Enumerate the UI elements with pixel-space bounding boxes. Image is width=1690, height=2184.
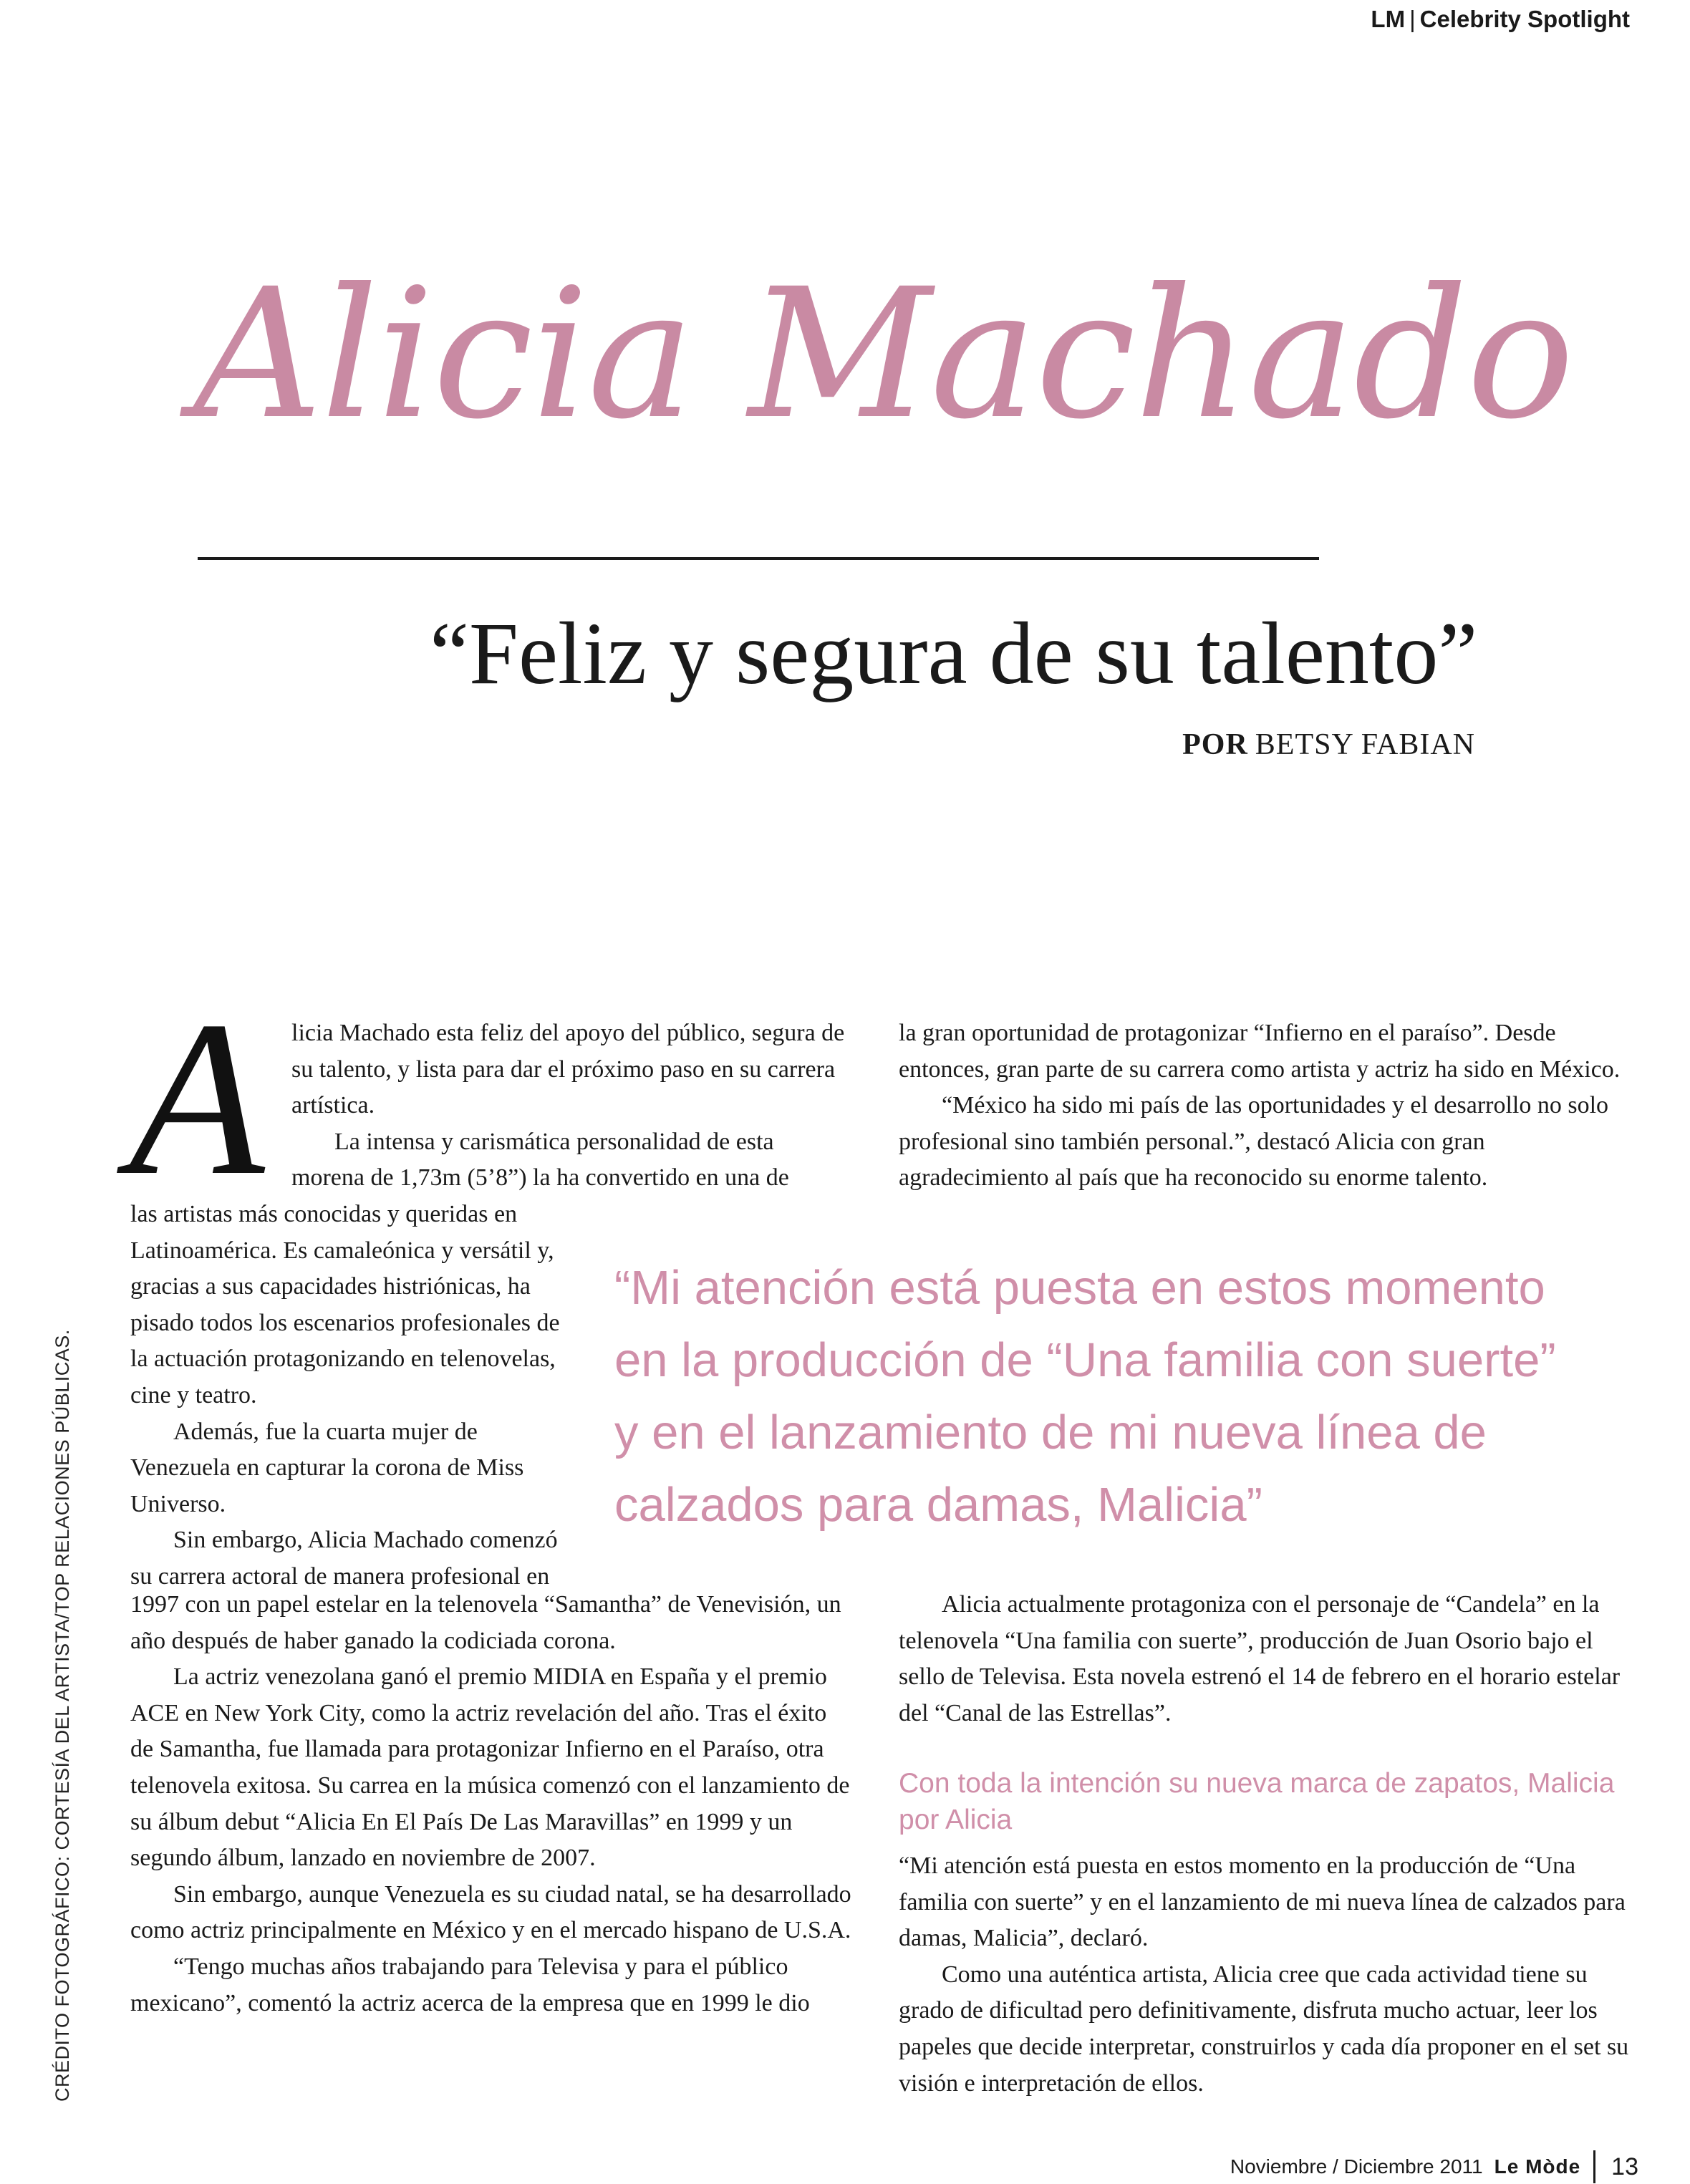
issue-date: Noviembre / Diciembre 2011 — [1230, 2155, 1483, 2178]
pull-quote-line: y en el lanzamiento de mi nueva línea de — [614, 1406, 1487, 1459]
right-column-bottom — [899, 1848, 1629, 2102]
magazine-name: Le Mòde — [1494, 2155, 1581, 2178]
section-subheading: Con toda la intención su nueva marca de zapatos, Malicia por Alicia — [899, 1768, 1615, 1835]
paragraph-2-cont: las artistas más conocidas y queridas en Latinoamérica. Es camaleónica y versátil y, gracias a sus capacidades histriónicas, ha pisado todos los escenarios profesionales de la actuación protagonizando en telenovelas, cine y teatro. — [130, 1201, 560, 1409]
narrow-column-block — [130, 1197, 581, 1595]
pull-quote — [614, 1252, 1646, 1541]
left-column-block — [130, 1587, 854, 2021]
title-rule — [198, 557, 1319, 560]
pull-quote-line: en la producción de “Una familia con suerte” — [614, 1333, 1556, 1387]
byline-prefix: POR — [1182, 728, 1248, 761]
pull-quote-line: “Mi atención está puesta en estos momento — [614, 1261, 1545, 1315]
right-paragraph-1: la gran oportunidad de protagonizar “Infierno en el paraíso”. Desde entonces, gran parte de su carrera como artista y actriz ha sido en México. — [899, 1020, 1621, 1083]
paragraph-3: Además, fue la cuarta mujer de Venezuela en capturar la corona de Miss Universo. — [130, 1418, 524, 1517]
pull-quote-line: calzados para damas, Malicia” — [614, 1478, 1262, 1532]
page-number: 13 — [1611, 2152, 1638, 2180]
right-column-middle — [899, 1587, 1629, 1731]
section-label — [1371, 6, 1630, 33]
page-footer — [1230, 2150, 1638, 2184]
article-title: Alicia Machado — [193, 250, 1573, 458]
right-paragraph-5: Como una auténtica artista, Alicia cree que cada actividad tiene su grado de dificultad pero definitivamente, disfruta mucho actuar, leer los papeles que decide interpretar, construirlos y cada día proponer en el set su visión e interpretación de ellos. — [899, 1961, 1629, 2097]
paragraph-7: “Tengo muchas años trabajando para Televisa y para el público mexicano”, comentó la actriz acerca de la empresa que en 1999 le dio — [130, 1953, 810, 2016]
paragraph-6: Sin embargo, aunque Venezuela es su ciudad natal, se ha desarrollado como actriz principalmente en México y en el mercado hispano de U.S.A. — [130, 1880, 851, 1944]
brand-mark: LM — [1371, 6, 1406, 32]
divider: | — [1409, 6, 1416, 32]
article-subtitle: “Feliz y segura de su talento” — [430, 604, 1478, 702]
byline-author: BETSY FABIAN — [1255, 728, 1475, 761]
right-paragraph-3: Alicia actualmente protagoniza con el personaje de “Candela” en la telenovela “Una familia con suerte”, producción de Juan Osorio bajo el sello de Televisa. Esta novela estrenó el 14 de febrero en el horario estelar del “Canal de las Estrellas”. — [899, 1591, 1621, 1726]
drop-cap: A — [129, 976, 265, 1222]
right-column-top — [899, 1015, 1629, 1197]
footer-divider — [1593, 2150, 1595, 2183]
right-paragraph-4: “Mi atención está puesta en estos momento en la producción de “Una familia con suerte” y en el lanzamiento de mi nueva línea de calzados para damas, Malicia”, declaró. — [899, 1852, 1626, 1952]
paragraph-4-start: Sin embargo, Alicia Machado comenzó su carrera actoral de manera profesional en — [130, 1527, 558, 1590]
intro-paragraph: licia Machado esta feliz del apoyo del público, segura de su talento, y lista para dar el próximo paso en su carrera artística. — [291, 1020, 845, 1119]
right-paragraph-2: “México ha sido mi país de las oportunidades y el desarrollo no solo profesional sino también personal.”, destacó Alicia con gran agradecimiento al país que ha reconocido su enorme talento. — [899, 1092, 1609, 1192]
paragraph-4-cont: 1997 con un papel estelar en la telenovela “Samantha” de Venevisión, un año después de haber ganado la codiciada corona. — [130, 1591, 841, 1654]
byline — [1182, 728, 1475, 762]
photo-credit: CRÉDITO FOTOGRÁFICO: CORTESÍA DEL ARTISTA/TOP RELACIONES PÚBLICAS. — [52, 1329, 73, 2102]
section-name: Celebrity Spotlight — [1419, 6, 1630, 32]
paragraph-2-start: La intensa y carismática personalidad de esta morena de 1,73m (5’8”) la ha convertido en una de — [291, 1128, 789, 1192]
intro-block — [291, 1015, 850, 1197]
paragraph-5: La actriz venezolana ganó el premio MIDIA en España y el premio ACE en New York City, como la actriz revelación del año. Tras el éxito de Samantha, fue llamada para protagonizar Infierno en el Paraíso, otra telenovela exitosa. Su carrea en la música comenzó con el lanzamiento de su álbum debut “Alicia En El País De Las Maravillas” en 1999 y un segundo álbum, lanzado en noviembre de 2007. — [130, 1663, 850, 1872]
